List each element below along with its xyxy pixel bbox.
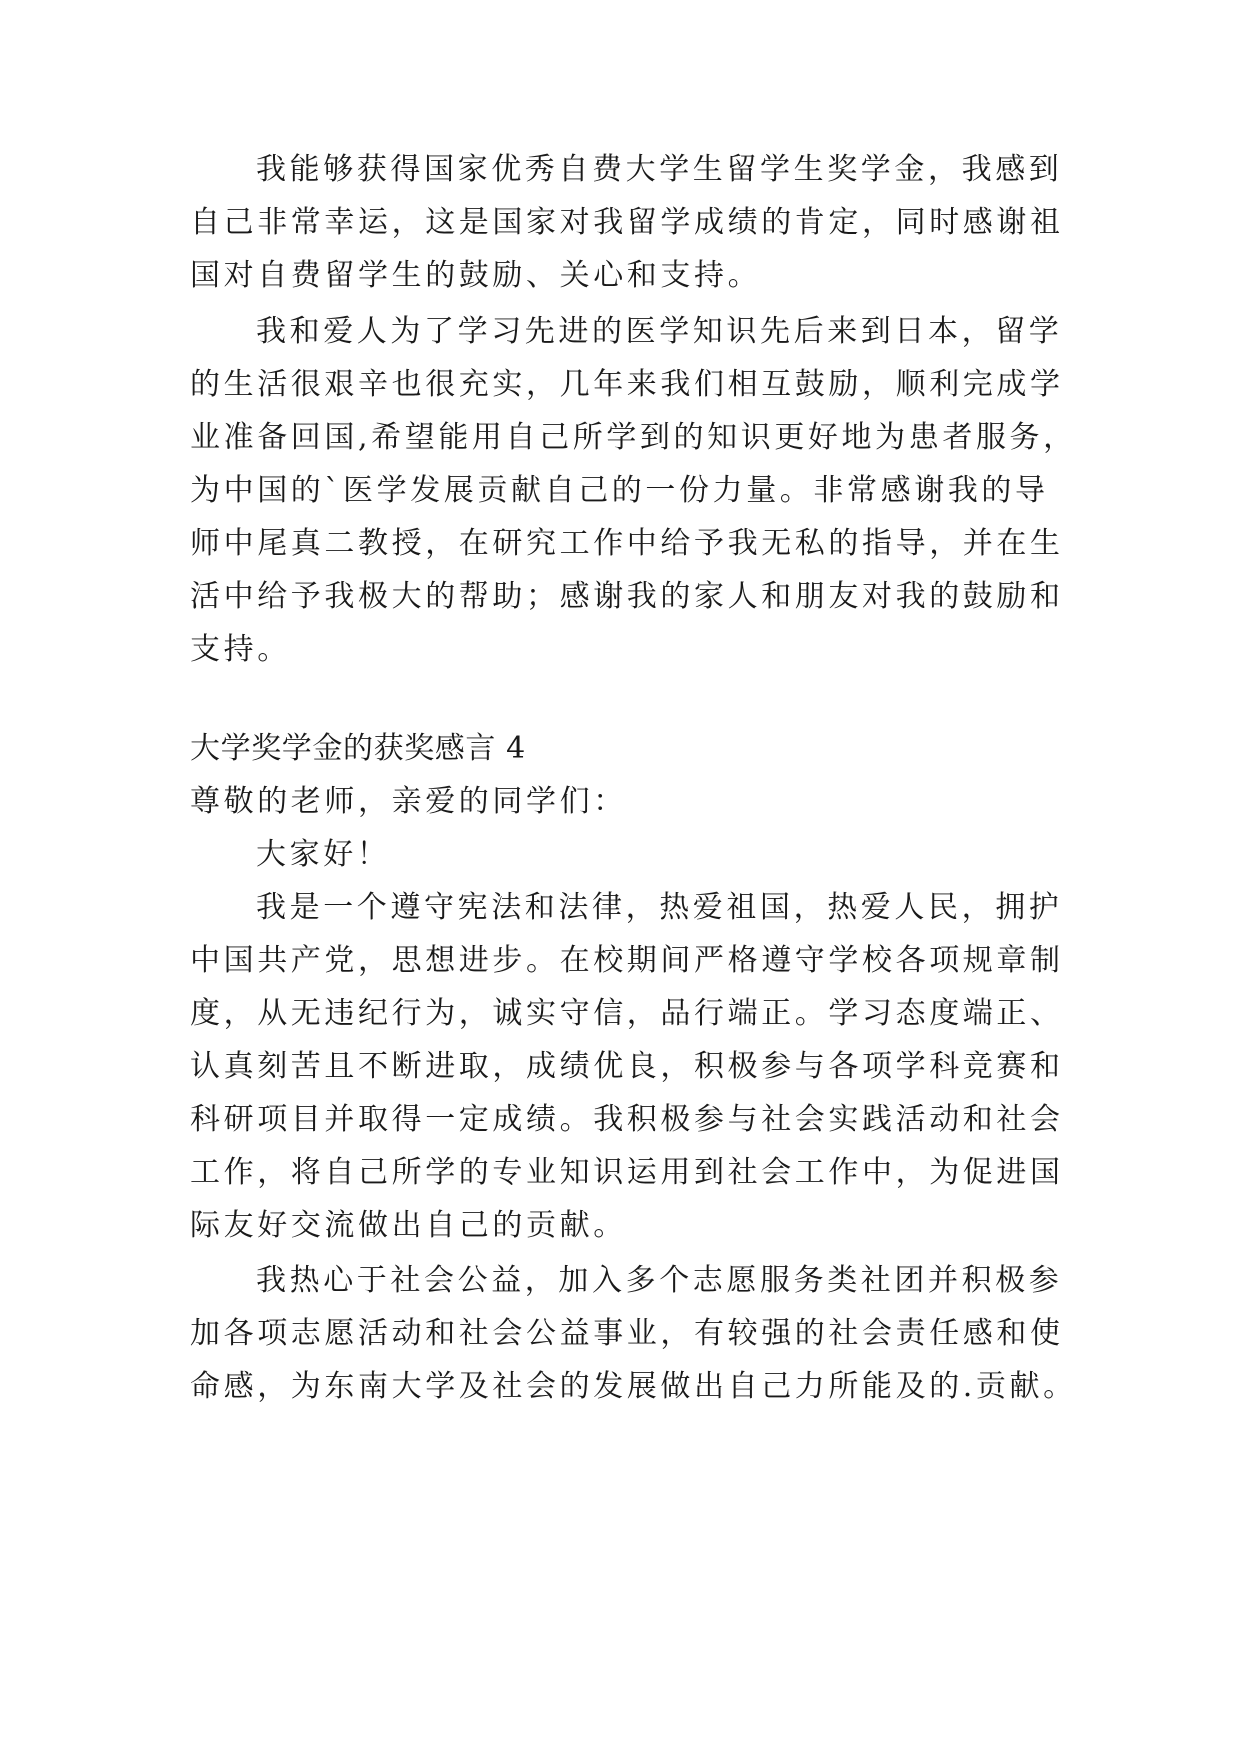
paragraph-1-line-3: 国对自费留学生的鼓励、关心和支持。: [190, 258, 762, 293]
paragraph-3-line-2: 中国共产党，思想进步。在校期间严格遵守学校各项规章制: [190, 943, 1064, 978]
paragraph-4-line-3: 命感，为东南大学及社会的发展做出自己力所能及的.贡献。: [190, 1369, 1077, 1404]
paragraph-2-line-1: 我和爱人为了学习先进的医学知识先后来到日本，留学: [256, 314, 1063, 349]
section-title: 大学奖学金的获奖感言 4: [190, 731, 526, 766]
greeting: 大家好！: [256, 837, 391, 872]
paragraph-2-line-7: 支持。: [190, 632, 291, 667]
paragraph-3-line-4: 认真刻苦且不断进取，成绩优良，积极参与各项学科竞赛和: [190, 1049, 1064, 1084]
paragraph-3-line-6: 工作，将自己所学的专业知识运用到社会工作中，为促进国: [190, 1155, 1064, 1190]
paragraph-3-line-7: 际友好交流做出自己的贡献。: [190, 1208, 627, 1243]
paragraph-4-line-1: 我热心于社会公益，加入多个志愿服务类社团并积极参: [256, 1263, 1063, 1298]
salutation: 尊敬的老师，亲爱的同学们：: [190, 784, 627, 819]
paragraph-3-line-3: 度，从无违纪行为，诚实守信，品行端正。学习态度端正、: [190, 996, 1064, 1031]
paragraph-2-line-6: 活中给予我极大的帮助；感谢我的家人和朋友对我的鼓励和: [190, 579, 1064, 614]
paragraph-3-line-5: 科研项目并取得一定成绩。我积极参与社会实践活动和社会: [190, 1102, 1064, 1137]
paragraph-2-line-4: 为中国的`医学发展贡献自己的一份力量。非常感谢我的导: [190, 473, 1049, 508]
paragraph-2-line-3: 业准备回国,希望能用自己所学到的知识更好地为患者服务，: [190, 420, 1077, 455]
paragraph-2-line-2: 的生活很艰辛也很充实，几年来我们相互鼓励，顺利完成学: [190, 367, 1064, 402]
paragraph-1-line-1: 我能够获得国家优秀自费大学生留学生奖学金，我感到: [256, 152, 1063, 187]
paragraph-2-line-5: 师中尾真二教授，在研究工作中给予我无私的指导，并在生: [190, 526, 1064, 561]
paragraph-1-line-2: 自己非常幸运，这是国家对我留学成绩的肯定，同时感谢祖: [190, 205, 1064, 240]
paragraph-4-line-2: 加各项志愿活动和社会公益事业，有较强的社会责任感和使: [190, 1316, 1064, 1351]
paragraph-3-line-1: 我是一个遵守宪法和法律，热爱祖国，热爱人民，拥护: [256, 890, 1063, 925]
